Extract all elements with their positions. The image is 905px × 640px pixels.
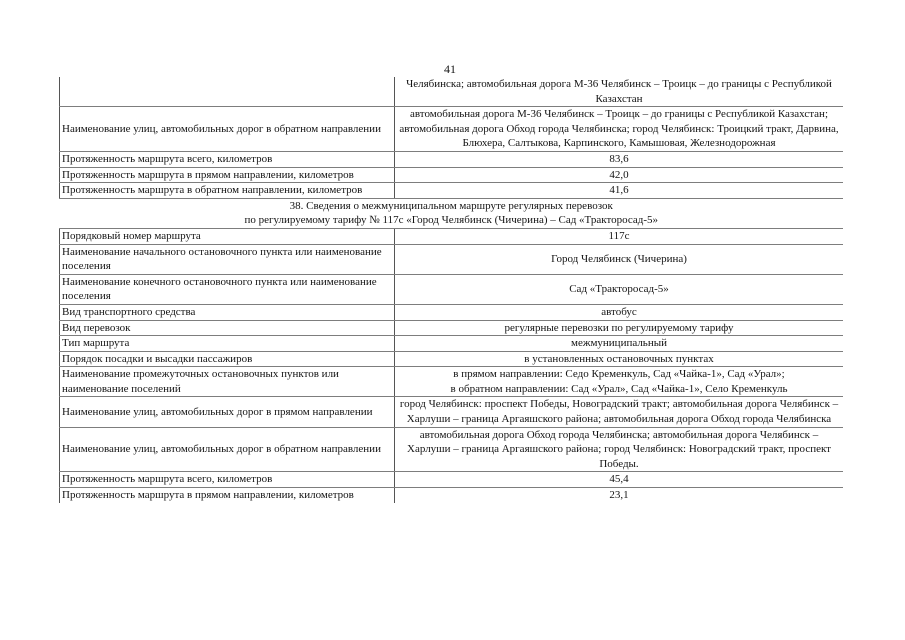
row-value: автомобильная дорога М-36 Челябинск – Троицк – до границы с Республикой Казахстан; автомобильная дорога Обход города Челябинска; город Челябинск: Троицкий тракт, Дарвина, Блюхера, Салтыкова, Карпинского, Камышовая, Железнодорожная	[395, 107, 844, 152]
row-value: 83,6	[395, 151, 844, 167]
section-title	[60, 198, 844, 228]
row-label: Наименование улиц, автомобильных дорог в обратном направлении	[60, 107, 395, 152]
section-title-line-2: по регулируемому тарифу № 117с «Город Челябинск (Чичерина) – Сад «Трактоpосад-5»	[244, 214, 659, 227]
row-label: Наименование улиц, автомобильных дорог в прямом направлении	[60, 397, 395, 427]
row-value: автобус	[395, 304, 844, 320]
table-row	[60, 367, 844, 397]
table-row	[60, 151, 844, 167]
row-value: 117с	[395, 228, 844, 244]
row-value: в установленных остановочных пунктах	[395, 351, 844, 367]
row-value: автомобильная дорога Обход города Челябинска; автомобильная дорога Челябинск – Харлуши – граница Аргаяшского района; город Челябинск: Новоградский тракт, проспект Победы.	[395, 427, 844, 472]
table-row	[60, 488, 844, 503]
row-label: Протяженность маршрута в обратном направлении, километров	[60, 183, 395, 199]
row-value: 42,0	[395, 167, 844, 183]
row-value: Город Челябинск (Чичерина)	[395, 244, 844, 274]
table-row	[60, 336, 844, 352]
row-label	[60, 77, 395, 107]
table-row	[60, 397, 844, 427]
table-row	[60, 167, 844, 183]
row-label: Протяженность маршрута в прямом направлении, километров	[60, 167, 395, 183]
row-value: Челябинска; автомобильная дорога М-36 Челябинск – Троицк – до границы с Республикой Казахстан	[395, 77, 844, 107]
forward-stops: в прямом направлении: Седо Кременкуль, Сад «Чайка-1», Сад «Урал»;	[453, 368, 785, 381]
table-row	[60, 77, 844, 107]
row-value: 23,1	[609, 489, 629, 502]
row-label: Протяженность маршрута всего, километров	[60, 151, 395, 167]
table-row	[60, 304, 844, 320]
table-row	[60, 472, 844, 488]
row-label: Наименование конечного остановочного пункта или наименование поселения	[60, 274, 395, 304]
table-row	[60, 228, 844, 244]
return-stops: в обратном направлении: Сад «Урал», Сад «Чайка-1», Село Кременкуль	[450, 382, 788, 395]
row-label: Протяженность маршрута всего, километров	[60, 472, 395, 488]
row-value: межмуниципальный	[395, 336, 844, 352]
section-heading-row	[60, 198, 844, 228]
row-label: Наименование улиц, автомобильных дорог в обратном направлении	[60, 427, 395, 472]
page-number: 41	[444, 62, 456, 76]
row-value: регулярные перевозки по регулируемому тарифу	[395, 320, 844, 336]
table-row	[60, 244, 844, 274]
row-label: Наименование начального остановочного пункта или наименование поселения	[60, 244, 395, 274]
row-label: Вид перевозок	[60, 320, 395, 336]
row-label: Порядок посадки и высадки пассажиров	[60, 351, 395, 367]
row-value: город Челябинск: проспект Победы, Новоградский тракт; автомобильная дорога Челябинск – Харлуши – граница Аргаяшского района; автомобильная дорога Обход города Челябинска	[395, 397, 844, 427]
table-row	[60, 107, 844, 152]
row-label: Порядковый номер маршрута	[60, 228, 395, 244]
row-value: 45,4	[395, 472, 844, 488]
table-row	[60, 320, 844, 336]
table-row	[60, 427, 844, 472]
section-title-line-1: 38. Сведения о межмуниципальном маршруте регулярных перевозок	[289, 199, 613, 212]
table-row	[60, 274, 844, 304]
row-value: Сад «Трактоpосад-5»	[395, 274, 844, 304]
row-label: Вид транспортного средства	[60, 304, 395, 320]
route-info-table	[59, 77, 843, 503]
row-label: Протяженность маршрута в прямом направлении, километров	[60, 488, 395, 503]
row-label: Тип маршрута	[60, 336, 395, 352]
table-row	[60, 183, 844, 199]
table-row	[60, 351, 844, 367]
row-label: Наименование промежуточных остановочных пунктов или наименование поселений	[60, 367, 395, 397]
row-value	[395, 367, 844, 397]
row-value: 41,6	[395, 183, 844, 199]
